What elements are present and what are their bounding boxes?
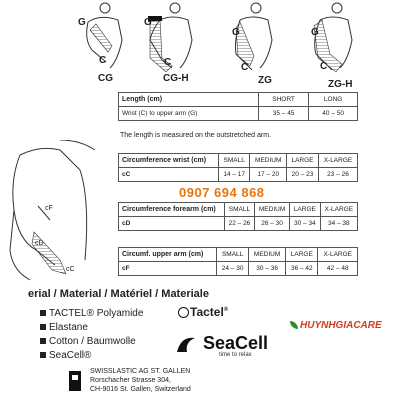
wrist-value-xlarge: 23 – 26 bbox=[318, 168, 357, 182]
caption-zg: ZG bbox=[258, 75, 272, 86]
forearm-value-xlarge: 34 – 38 bbox=[320, 217, 357, 231]
bullet-icon bbox=[40, 352, 46, 358]
marker-g-1: G bbox=[78, 17, 86, 28]
upper-row-label: cF bbox=[119, 262, 217, 276]
length-col-long: LONG bbox=[309, 93, 358, 107]
material-item-elastane bbox=[40, 322, 88, 333]
wrist-value-medium: 17 – 20 bbox=[250, 168, 287, 182]
upper-value-medium: 30 – 36 bbox=[249, 262, 286, 276]
caption-zg-h: ZG-H bbox=[328, 79, 353, 90]
length-long-value: 40 – 50 bbox=[309, 107, 358, 121]
wrist-table bbox=[118, 153, 358, 182]
upper-value-xlarge: 42 – 48 bbox=[318, 262, 358, 276]
length-table bbox=[118, 92, 358, 121]
company-city: CH-9016 St. Gallen, Switzerland bbox=[90, 386, 191, 393]
marker-c-3: C bbox=[241, 62, 249, 73]
company-street: Rorschacher Strasse 304, bbox=[90, 377, 171, 384]
wrist-value-small: 14 – 17 bbox=[218, 168, 249, 182]
length-short-value: 35 – 45 bbox=[258, 107, 308, 121]
seacell-logo bbox=[175, 330, 285, 360]
forearm-table bbox=[118, 202, 358, 231]
length-note: The length is measured on the outstretched arm. bbox=[120, 132, 271, 139]
phone-watermark: 0907 694 868 bbox=[179, 185, 265, 200]
wrist-col-xlarge: X-LARGE bbox=[318, 154, 357, 168]
marker-cf: cF bbox=[45, 205, 53, 212]
material-item-tactel bbox=[40, 308, 143, 319]
caption-cg-h: CG-H bbox=[163, 73, 189, 84]
leaf-icon bbox=[290, 321, 298, 329]
body-outline-illustration bbox=[0, 140, 120, 300]
caption-cg: CG bbox=[98, 73, 113, 84]
marker-c-2: C bbox=[164, 57, 172, 68]
upper-header: Circumf. upper arm (cm) bbox=[119, 248, 217, 262]
material-item-seacell bbox=[40, 350, 91, 361]
upper-col-small: SMALL bbox=[217, 248, 249, 262]
length-header: Length (cm) bbox=[119, 93, 259, 107]
material-label: Elastane bbox=[49, 322, 88, 333]
wrist-value-large: 20 – 23 bbox=[287, 168, 319, 182]
length-col-short: SHORT bbox=[258, 93, 308, 107]
upper-col-medium: MEDIUM bbox=[249, 248, 286, 262]
upper-value-large: 36 – 42 bbox=[286, 262, 318, 276]
upper-col-xlarge: X-LARGE bbox=[318, 248, 358, 262]
seacell-tagline: time to relax bbox=[219, 352, 252, 358]
length-row-label: Wrist (C) to upper arm (G) bbox=[119, 107, 259, 121]
material-label: SeaCell® bbox=[49, 350, 92, 361]
bullet-icon bbox=[40, 324, 46, 330]
marker-cc: cC bbox=[66, 266, 75, 273]
forearm-value-large: 30 – 34 bbox=[290, 217, 321, 231]
forearm-value-small: 22 – 26 bbox=[224, 217, 254, 231]
tactel-logo: Tactel® bbox=[178, 305, 228, 319]
bullet-icon bbox=[40, 310, 46, 316]
marker-g-2: G bbox=[144, 17, 152, 28]
wrist-col-small: SMALL bbox=[218, 154, 249, 168]
company-address bbox=[90, 367, 191, 394]
material-item-cotton bbox=[40, 336, 136, 347]
seacell-wave-icon bbox=[175, 334, 201, 356]
marker-c-4: C bbox=[320, 61, 328, 72]
forearm-col-large: LARGE bbox=[290, 203, 321, 217]
forearm-col-xlarge: X-LARGE bbox=[320, 203, 357, 217]
upper-value-small: 24 – 30 bbox=[217, 262, 249, 276]
swisslastic-logo-icon bbox=[68, 370, 82, 392]
upper-col-large: LARGE bbox=[286, 248, 318, 262]
forearm-row-label: cD bbox=[119, 217, 225, 231]
company-name: SWISSLASTIC AG ST. GALLEN bbox=[90, 368, 191, 375]
arm-illustrations bbox=[0, 0, 400, 90]
marker-g-3: G bbox=[232, 27, 240, 38]
tactel-swirl-icon bbox=[178, 307, 189, 318]
seacell-wordmark: SeaCell bbox=[203, 333, 269, 353]
marker-c-1: C bbox=[99, 55, 107, 66]
forearm-value-medium: 26 – 30 bbox=[255, 217, 290, 231]
wrist-row-label: cC bbox=[119, 168, 219, 182]
wrist-col-medium: MEDIUM bbox=[250, 154, 287, 168]
huynhgiacare-logo: HUYNHGIACARE bbox=[290, 320, 382, 331]
materials-title: erial / Material / Matériel / Materiale bbox=[28, 288, 209, 300]
material-label: TACTEL® Polyamide bbox=[49, 308, 144, 319]
material-label: Cotton / Baumwolle bbox=[49, 336, 136, 347]
wrist-col-large: LARGE bbox=[287, 154, 319, 168]
bullet-icon bbox=[40, 338, 46, 344]
forearm-header: Circumference forearm (cm) bbox=[119, 203, 225, 217]
upper-arm-table bbox=[118, 247, 358, 276]
marker-cd: cD bbox=[35, 240, 44, 247]
forearm-col-small: SMALL bbox=[224, 203, 254, 217]
forearm-col-medium: MEDIUM bbox=[255, 203, 290, 217]
wrist-header: Circumference wrist (cm) bbox=[119, 154, 219, 168]
marker-g-4: G bbox=[311, 27, 319, 38]
